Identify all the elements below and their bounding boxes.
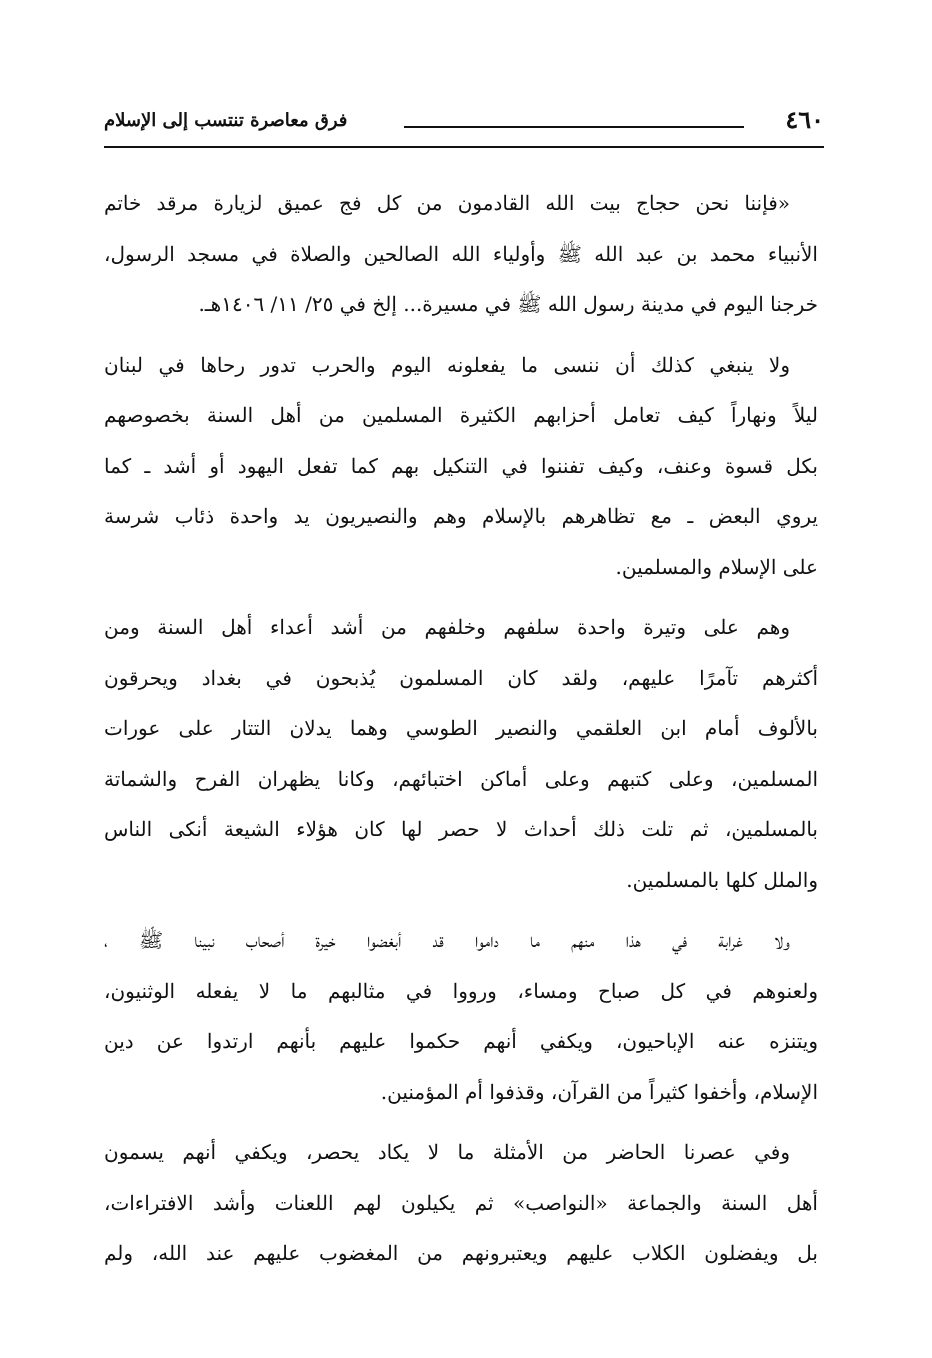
header-underline (104, 146, 824, 148)
text-line: الإسلام، وأخفوا كثيراً من القرآن، وقذفوا أم المؤمنين. (380, 1079, 818, 1104)
paragraph-2 (104, 340, 818, 593)
text-line: وهم على وتيرة واحدة سلفهم وخلفهم من أشد أعداء أهل السنة ومن (104, 615, 790, 639)
page-header (104, 104, 824, 144)
text-line: خرجنا اليوم في مدينة رسول الله ﷺ في مسيرة... إلخ في ٢٥/ ١١/ ١٤٠٦هـ. (198, 292, 818, 316)
text-line: بالمسلمين، ثم تلت ذلك أحداث لا حصر لها كان هؤلاء الشيعة أنكى الناس (104, 817, 818, 841)
paragraph-3 (104, 602, 818, 905)
paragraph-1 (104, 178, 818, 330)
text-line: بكل قسوة وعنف، وكيف تفننوا في التنكيل بهم كما تفعل اليهود أو أشد ـ كما (104, 453, 818, 478)
page-number: ٤٦٠ (785, 105, 824, 134)
text-line: ولا غرابة في هذا منهم ما داموا قد أبغضوا خيرة أصحاب نبينا ﷺ ، (104, 928, 790, 952)
body-text (104, 178, 818, 1289)
text-line: على الإسلام والمسلمين. (615, 554, 818, 579)
text-line: بل ويفضلون الكلاب عليهم ويعتبرونهم من المغضوب عليهم عند الله، ولم (104, 1241, 818, 1265)
text-line: الأنبياء محمد بن عبد الله ﷺ وأولياء الله الصالحين والصلاة في مسجد الرسول، (104, 241, 818, 266)
header-rule (404, 126, 744, 128)
text-line: يروي البعض ـ مع تظاهرهم بالإسلام وهم والنصيريون يد واحدة ذئاب شرسة (104, 504, 818, 528)
text-line: ولا ينبغي كذلك أن ننسى ما يفعلونه اليوم والحرب تدور رحاها في لبنان (104, 352, 790, 377)
running-title: فرق معاصرة تنتسب إلى الإسلام (104, 110, 348, 131)
text-line: ولعنوهم في كل صباح ومساء، ورووا في مثالبهم ما لا يفعله الوثنيون، (104, 978, 818, 1003)
text-line: أكثرهم تآمرًا عليهم، ولقد كان المسلمون يُذبحون في بغداد ويحرقون (104, 665, 818, 690)
text-line: أهل السنة والجماعة «النواصب» ثم يكيلون لهم اللعنات وأشد الافتراءات، (104, 1190, 818, 1215)
text-line: والملل كلها بالمسلمين. (626, 867, 818, 892)
paragraph-4 (104, 915, 818, 1117)
text-line: ويتنزه عنه الإباحيون، ويكفي أنهم حكموا عليهم بأنهم ارتدوا عن دين (104, 1029, 818, 1053)
text-line: ليلاً ونهاراً كيف تعامل أحزابهم الكثيرة المسلمين من أهل السنة بخصوصهم (104, 403, 818, 427)
text-line: بالألوف أمام ابن العلقمي والنصير الطوسي وهما يدلان التتار على عورات (104, 716, 818, 740)
text-line: المسلمين، وعلى كتبهم وعلى أماكن اختبائهم، وكانا يظهران الفرح والشماتة (104, 766, 818, 791)
paragraph-5 (104, 1127, 818, 1279)
text-line: «فإننا نحن حجاج بيت الله القادمون من كل فج عميق لزيارة مرقد خاتم (104, 191, 790, 215)
text-line: وفي عصرنا الحاضر من الأمثلة ما لا يكاد يحصر، ويكفي أنهم يسمون (104, 1140, 790, 1164)
